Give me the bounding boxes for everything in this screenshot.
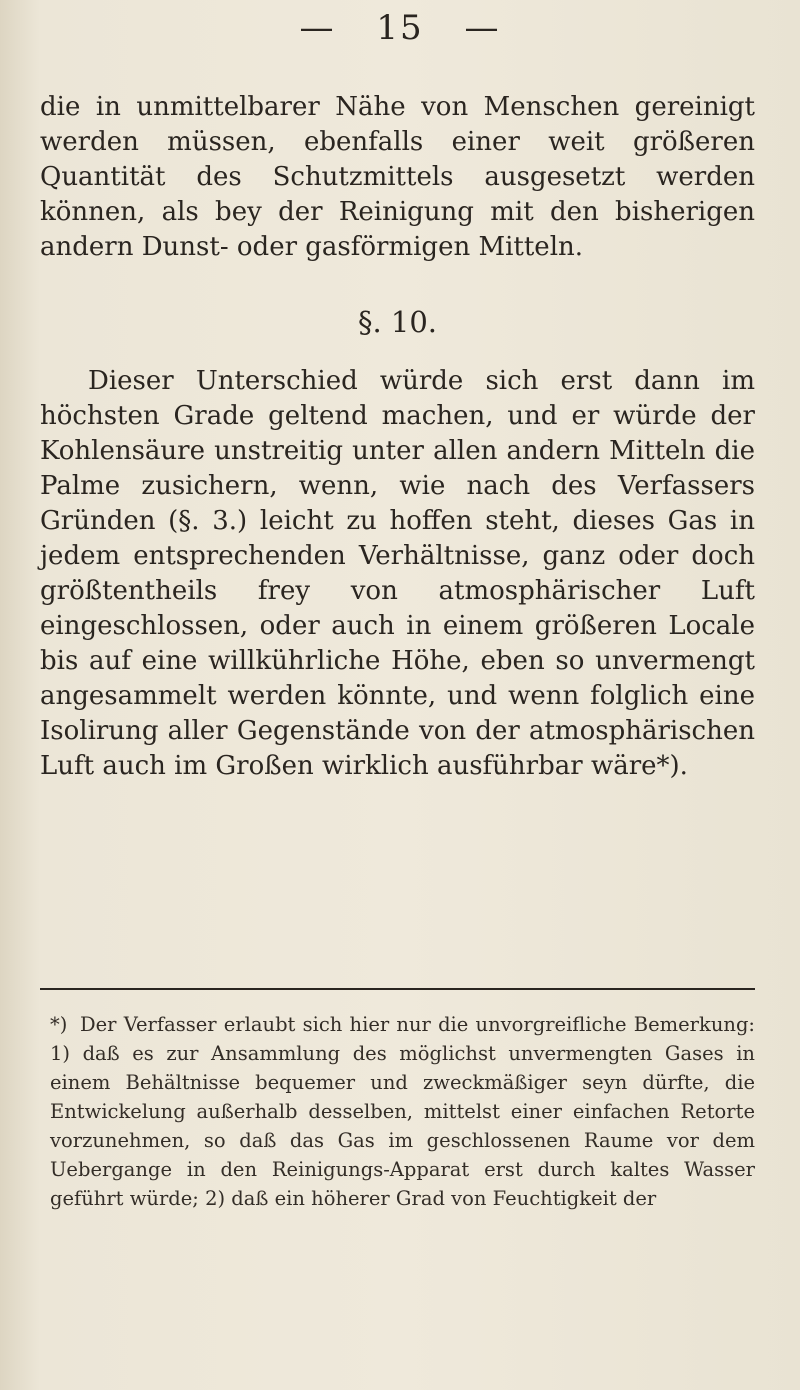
paragraph-section-10: Dieser Unterschied würde sich erst dann im höchsten Grade geltend machen, und er würde der Kohlensäure unstreitig unter allen andern Mitteln die Palme zusichern, wenn, wie nach des Verfassers Gründen (§. 3.) leicht zu hoffen steht, dieses Gas in jedem entsprechenden Verhältnisse, ganz oder doch größtentheils frey von atmosphärischer Luft eingeschlossen, oder auch in einem größeren Locale bis auf eine willkührliche Höhe, eben so unvermengt angesammelt werden könnte, und wenn folglich eine Isolirung aller Gegenstände von der atmosphärischen Luft auch im Großen wirklich ausführbar wäre*). [40, 366, 755, 781]
main-text [40, 90, 755, 784]
paragraph-continued: die in unmittelbarer Nähe von Menschen gereinigt werden müssen, ebenfalls einer weit größeren Quantität des Schutzmittels ausgesetzt werden können, als bey der Reinigung mit den bisherigen andern Dunst- oder gasförmigen Mitteln. [40, 92, 755, 262]
footnote [50, 1010, 755, 1213]
footnote-mark: *) [50, 1013, 68, 1036]
page-number: 15 [376, 8, 424, 48]
header-dash-right: — [464, 8, 501, 48]
header-dash-left: — [299, 8, 336, 48]
footnote-divider [40, 988, 755, 990]
page-header [0, 8, 800, 48]
footnote-text: Der Verfasser erlaubt sich hier nur die unvorgreifliche Bemerkung: 1) daß es zur Ansammlung des möglichst unvermengten Gases in einem Behältnisse bequemer und zweckmäßiger seyn dürfte, die Entwickelung außerhalb desselben, mittelst einer einfachen Retorte vorzunehmen, so daß das Gas im geschlossenen Raume vor dem Uebergange in den Reinigungs-Apparat erst durch kaltes Wasser geführt würde; 2) daß ein höherer Grad von Feuchtigkeit der [50, 1013, 755, 1210]
section-heading: §. 10. [357, 305, 438, 339]
